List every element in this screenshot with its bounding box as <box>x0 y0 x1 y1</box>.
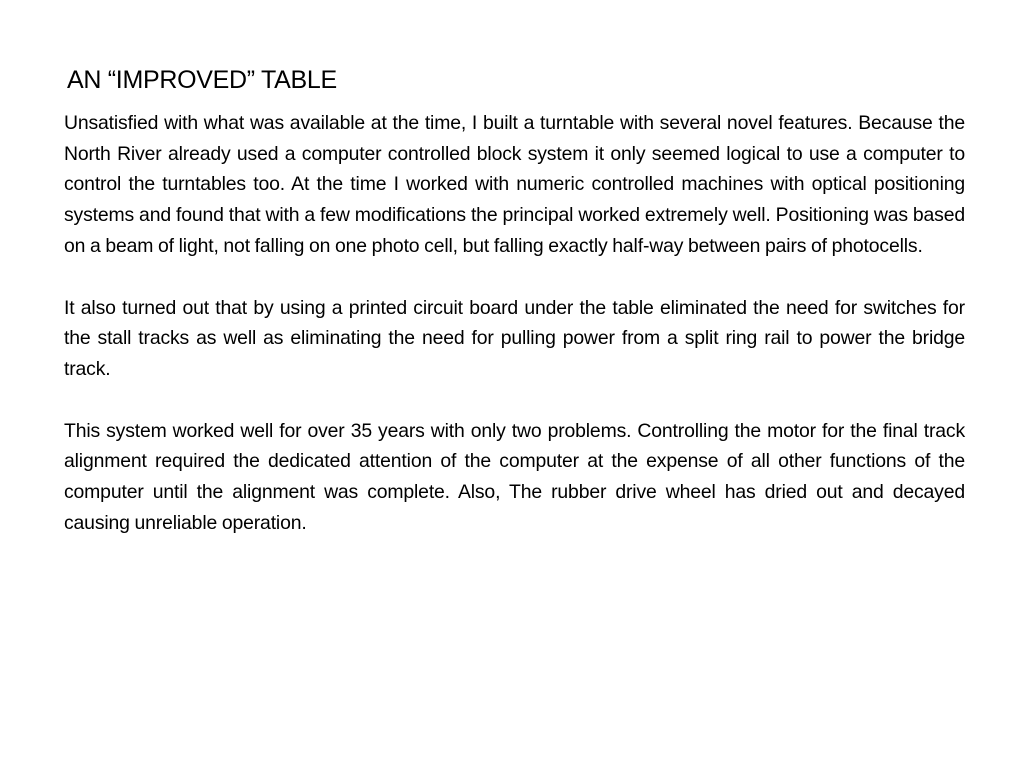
slide-body <box>64 108 965 569</box>
slide-title: AN “IMPROVED” TABLE <box>67 66 337 94</box>
paragraph-2: It also turned out that by using a printed circuit board under the table eliminated the need for switches for the stall tracks as well as eliminating the need for pulling power from a split ring rail to power the bridge track. <box>64 296 965 380</box>
paragraph-3: This system worked well for over 35 years with only two problems. Controlling the motor for the final track alignment required the dedicated attention of the computer at the expense of all other functions of the computer until the alignment was complete. Also, The rubber drive wheel has dried out and decayed causing unreliable operation. <box>64 419 965 534</box>
paragraph-1: Unsatisfied with what was available at the time, I built a turntable with several novel features. Because the North River already used a computer controlled block system it only seemed logical to use a computer to control the turntables too. At the time I worked with numeric controlled machines with optical positioning systems and found that with a few modifications the principal worked extremely well. Positioning was based on a beam of light, not falling on one photo cell, but falling exactly half-way between pairs of photocells. <box>64 112 965 257</box>
